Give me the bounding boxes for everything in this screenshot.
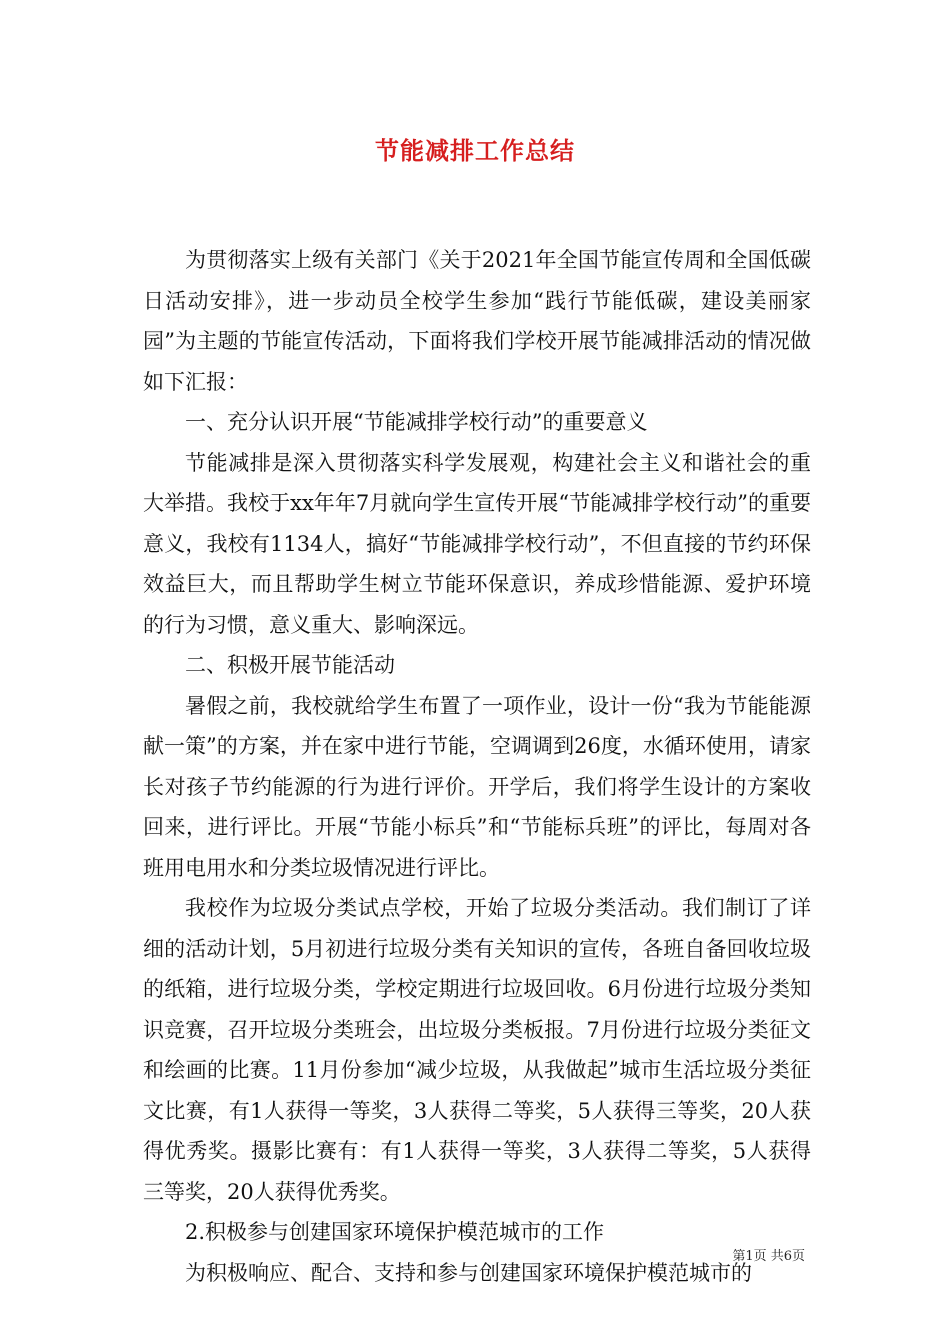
paragraph-intro: 为贯彻落实上级有关部门《关于2021年全国节能宣传周和全国低碳日活动安排》，进一步动员全校学生参加“践行节能低碳，建设美丽家园”为主题的节能宣传活动，下面将我们学校开展节能减排活动的情况做如下汇报： (143, 248, 811, 394)
paragraph-summer-activity: 暑假之前，我校就给学生布置了一项作业，设计一份“我为节能能源献一策”的方案，并在家中进行节能，空调调到26度，水循环使用，请家长对孩子节约能源的行为进行评价。开学后，我们将学生设计的方案收回来，进行评比。开展“节能小标兵”和“节能标兵班”的评比，每周对各班用电用水和分类垃圾情况进行评比。 (143, 693, 811, 880)
section-heading-1: 一、充分认识开展“节能减排学校行动”的重要意义 (185, 410, 648, 434)
paragraph-model-city: 为积极响应、配合、支持和参与创建国家环境保护模范城市的 (185, 1260, 752, 1285)
paragraph-significance: 节能减排是深入贯彻落实科学发展观，构建社会主义和谐社会的重大举措。我校于xx年年7月就向学生宣传开展“节能减排学校行动”的重要意义，我校有1134人，搞好“节能减排学校行动”，不但直接的节约环保效益巨大，而且帮助学生树立节能环保意识，养成珍惜能源、爱护环境的行为习惯，意义重大、影响深远。 (143, 450, 811, 637)
section-heading-2: 二、积极开展节能活动 (185, 653, 395, 677)
document-title: 节能减排工作总结 (375, 136, 575, 165)
paragraph-garbage-sorting: 我校作为垃圾分类试点学校，开始了垃圾分类活动。我们制订了详细的活动计划，5月初进行垃圾分类有关知识的宣传，各班自备回收垃圾的纸箱，进行垃圾分类，学校定期进行垃圾回收。6月份进行垃圾分类知识竞赛，召开垃圾分类班会，出垃圾分类板报。7月份进行垃圾分类征文和绘画的比赛。11月份参加“减少垃圾，从我做起”城市生活垃圾分类征文比赛，有1人获得一等奖，3人获得二等奖，5人获得三等奖，20人获得优秀奖。摄影比赛有：有1人获得一等奖，3人获得二等奖，5人获得三等奖，20人获得优秀奖。 (143, 896, 811, 1204)
page-number: 第1页 共6页 (732, 1249, 805, 1264)
subsection-heading-2-2: 2.积极参与创建国家环境保护模范城市的工作 (185, 1220, 605, 1244)
document-body (143, 240, 811, 1293)
